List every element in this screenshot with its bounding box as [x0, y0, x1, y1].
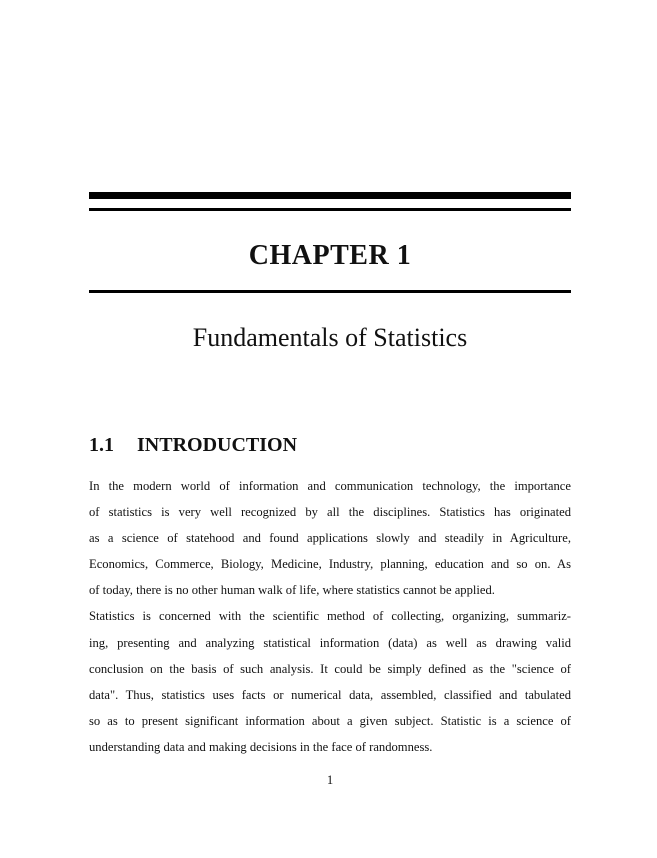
body-line: so as to present significant information about a given subject. Statistic is a science of [89, 713, 571, 728]
chapter-top-rule-thin [89, 208, 571, 211]
section-title: INTRODUCTION [137, 434, 298, 456]
body-line: Statistics is concerned with the scientific method of collecting, organizing, summariz- [89, 609, 571, 624]
page-number: 1 [326, 773, 334, 787]
chapter-top-rule-thick [89, 192, 571, 199]
body-line: as a science of statehood and found applications slowly and steadily in Agriculture, [89, 531, 571, 546]
body-line: Economics, Commerce, Biology, Medicine, Industry, planning, education and so on. As [89, 557, 571, 572]
section-number: 1.1 [89, 434, 114, 456]
body-line: of today, there is no other human walk of life, where statistics cannot be applied. [89, 583, 495, 598]
body-line: ing, presenting and analyzing statistical information (data) as well as drawing valid [89, 635, 571, 650]
body-line: understanding data and making decisions in the face of randomness. [89, 739, 433, 754]
chapter-title: Fundamentals of Statistics [192, 323, 468, 352]
body-line: conclusion on the basis of such analysis. It could be simply defined as the "science of [89, 661, 571, 676]
chapter-bottom-rule [89, 290, 571, 293]
body-line: of statistics is very well recognized by all the disciplines. Statistics has originated [89, 505, 571, 520]
body-line: In the modern world of information and communication technology, the importance [89, 479, 571, 493]
body-paragraph [89, 473, 571, 760]
body-line: data". Thus, statistics uses facts or numerical data, assembled, classified and tabulated [89, 687, 571, 702]
section-heading [89, 432, 297, 458]
chapter-label: CHAPTER 1 [248, 240, 412, 271]
